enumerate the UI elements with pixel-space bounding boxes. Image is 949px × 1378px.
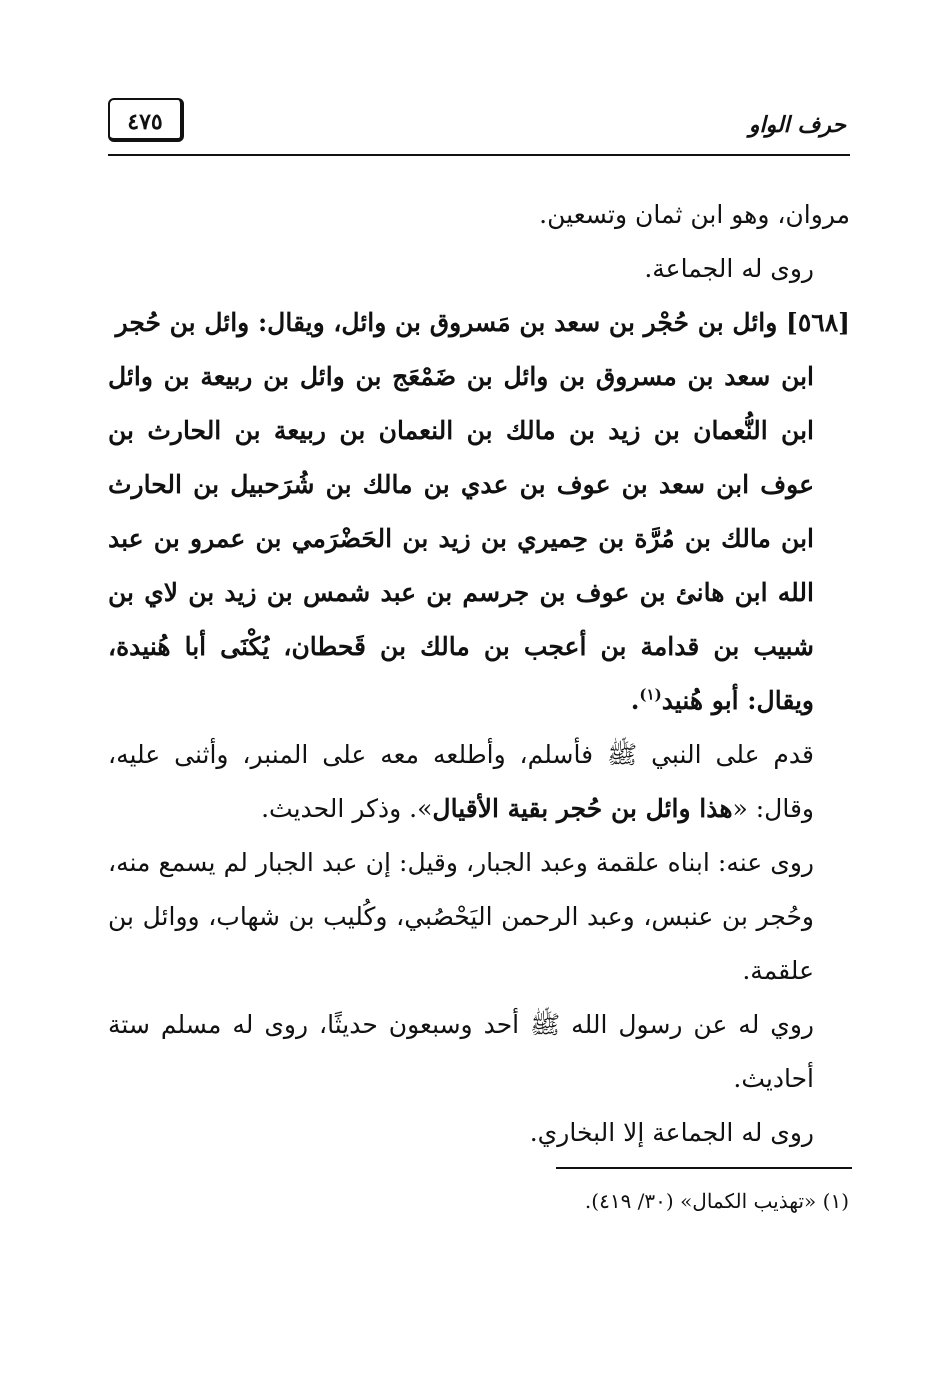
paragraph-5: روى عنه: ابناه علقمة وعبد الجبار، وقيل: إن عبد الجبار لم يسمع منه، وحُجر بن عنبس، وعبد الرحمن اليَحْصُبي، وكُليب بن شهاب، ووائل بن علقمة. — [108, 848, 814, 985]
entry-number: [٥٦٨] — [786, 308, 850, 337]
p4-quote: هذا وائل بن حُجر بقية الأقيال — [432, 794, 733, 823]
paragraph-6: روي له عن رسول الله ﷺ أحد وسبعون حديثًا، روى له مسلم ستة أحاديث. — [108, 1010, 814, 1093]
running-title: حرف الواو — [748, 112, 846, 138]
page-body — [108, 188, 850, 1160]
footnote-divider — [556, 1167, 852, 1169]
page-header — [108, 98, 850, 156]
p4-text-b: ». وذكر الحديث. — [261, 794, 433, 823]
footnote-marker: (١) — [639, 685, 662, 704]
paragraph-7: روى له الجماعة إلا البخاري. — [529, 1118, 814, 1147]
entry-lineage-text: ابن سعد بن مسروق بن وائل بن ضَمْعَج بن وائل بن ربيعة بن وائل ابن النُّعمان بن زيد بن مالك بن النعمان بن ربيعة بن الحارث بن عوف ابن سعد بن عوف بن عدي بن مالك بن شُرَحبيل بن الحارث ابن مالك بن مُرَّة بن حِميري بن زيد بن الحَضْرَمي بن عمرو بن عبد الله ابن هانئ بن عوف بن جرسم بن عبد شمس بن زيد بن لاي بن شبيب بن قدامة بن أعجب بن مالك بن قَحطان، يُكْنَى أبا هُنيدة، ويقال: أبو هُنيد — [108, 362, 814, 715]
paragraph-2: روى له الجماعة. — [644, 254, 814, 283]
paragraph-4 — [108, 728, 850, 836]
footnote: (١) «تهذيب الكمال» (٣٠/ ٤١٩). — [584, 1189, 849, 1213]
p4-text-a: قدم على النبي ﷺ فأسلم، وأطلعه معه على المنبر، وأثنى عليه، وقال: « — [108, 740, 814, 823]
biography-entry-lineage: ابن سعد بن مسروق بن وائل بن ضَمْعَج بن وائل بن ربيعة بن وائل ابن النُّعمان بن زيد بن مالك بن النعمان بن ربيعة بن الحارث بن عوف ابن سعد بن عوف بن عدي بن مالك بن شُرَحبيل بن الحارث ابن مالك بن مُرَّة بن حِميري بن زيد بن الحَضْرَمي بن عمرو بن عبد الله ابن هانئ بن عوف بن جرسم بن عبد شمس بن زيد بن لاي بن شبيب بن قدامة بن أعجب بن مالك بن قَحطان، يُكْنَى أبا هُنيدة، ويقال: أبو هُنيد$^{(١)}$. — [108, 362, 814, 715]
page-number-box: ٤٧٥ — [108, 98, 184, 142]
biography-entry-heading — [108, 296, 850, 350]
paragraph-1: مروان، وهو ابن ثمان وتسعين. — [539, 200, 850, 229]
entry-name-line: وائل بن حُجْر بن سعد بن مَسروق بن وائل، ويقال: وائل بن حُجر — [115, 308, 778, 337]
